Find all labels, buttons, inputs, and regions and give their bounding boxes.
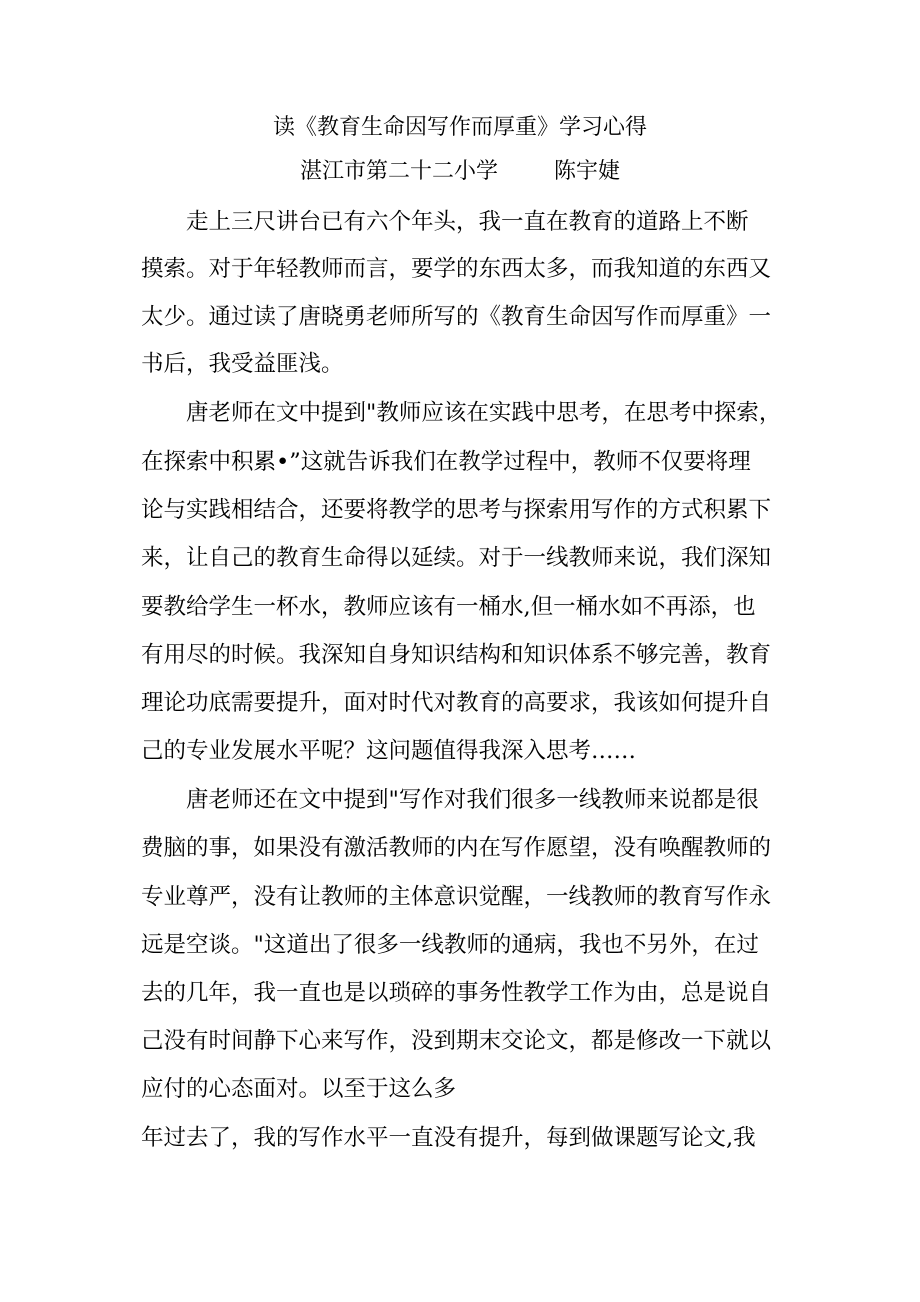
text-line: 要教给学生一杯水，教师应该有一桶水,但一桶水如不再添，也 [141, 594, 756, 620]
text-line: 应付的心态面对。以至于这么多 [141, 1076, 457, 1102]
document-title: 读《教育生命因写作而厚重》学习心得 [272, 115, 647, 140]
text-line: 有用尽的时候。我深知自身知识结构和知识体系不够完善，教育 [141, 642, 772, 668]
text-line: 摸索。对于年轻教师而言，要学的东西太多，而我知道的东西又 [141, 256, 772, 282]
text-line: 书后，我受益匪浅。 [141, 351, 344, 377]
byline [0, 158, 920, 186]
text-line: 论与实践相结合，还要将教学的思考与探索用写作的方式积累下 [141, 497, 772, 523]
text-line: 理论功底需要提升，面对时代对教育的高要求，我该如何提升自 [141, 690, 772, 716]
text-line: 专业尊严，没有让教师的主体意识觉醒，一线教师的教育写作永 [141, 884, 772, 910]
text-line: 年过去了，我的写作水平一直没有提升，每到做课题写论文,我 [141, 1125, 756, 1151]
text-line: 唐老师在文中提到"教师应该在实践中思考，在思考中探索， [141, 400, 782, 426]
text-line: 去的几年，我一直也是以琐碎的事务性教学工作为由，总是说自 [141, 980, 772, 1006]
text-line: 远是空谈。"这道出了很多一线教师的通病，我也不另外，在过 [141, 932, 759, 958]
author-name: 陈宇婕 [554, 159, 621, 184]
text-line: 在探索中积累•”这就告诉我们在教学过程中，教师不仅要将理 [141, 449, 751, 475]
text-line: 己的专业发展水平呢？这问题值得我深入思考…… [141, 738, 637, 764]
school-name: 湛江市第二十二小学 [299, 159, 498, 184]
text-line: 唐老师还在文中提到"写作对我们很多一线教师来说都是很 [141, 787, 759, 813]
text-line: 走上三尺讲台已有六个年头，我一直在教育的道路上不断 [141, 209, 749, 235]
text-line: 太少。通过读了唐晓勇老师所写的《教育生命因写作而厚重》一 [141, 304, 772, 330]
text-line: 来，让自己的教育生命得以延续。对于一线教师来说，我们深知 [141, 545, 772, 571]
text-line: 己没有时间静下心来写作，没到期末交论文，都是修改一下就以 [141, 1028, 772, 1054]
text-line: 费脑的事，如果没有激活教师的内在写作愿望，没有唤醒教师的 [141, 835, 772, 861]
